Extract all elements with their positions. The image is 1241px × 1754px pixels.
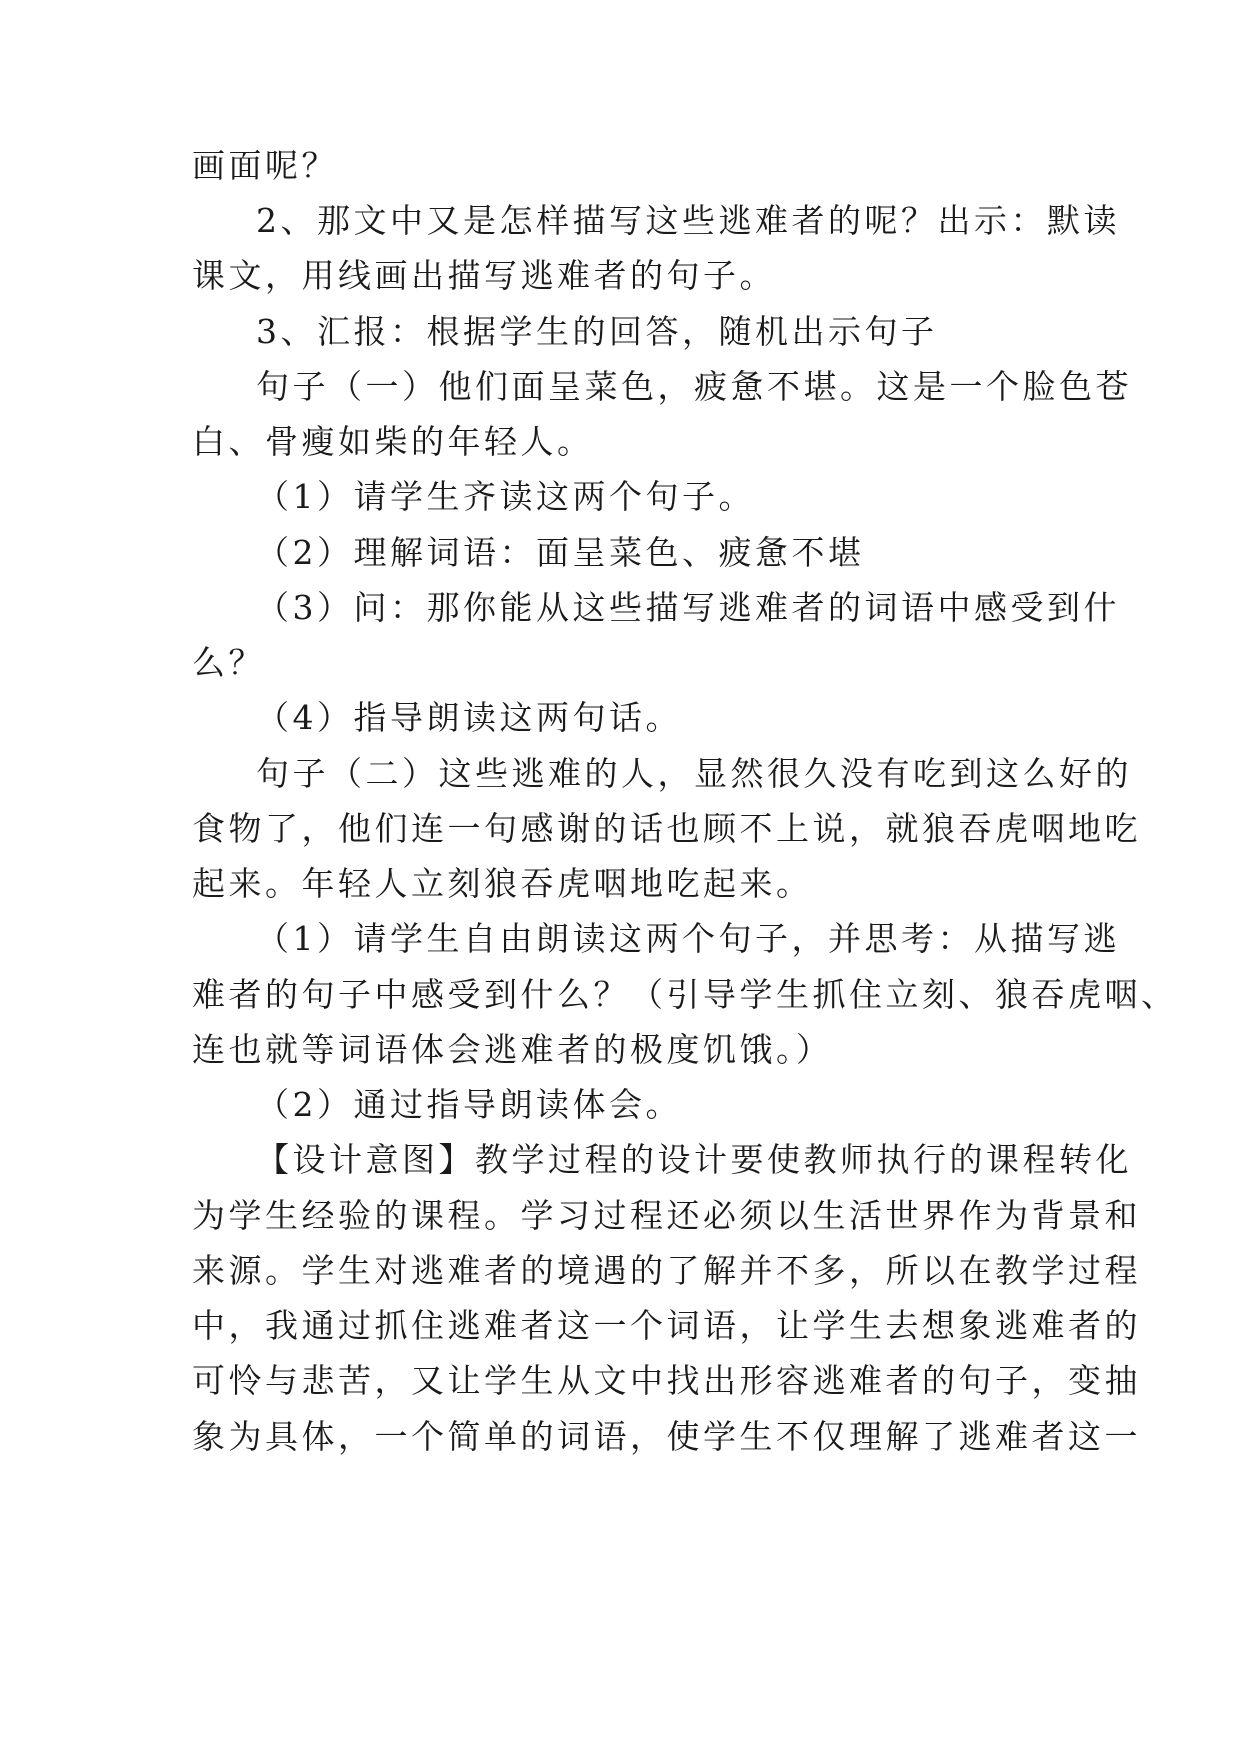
- text-line: 象为具体，一个简单的词语，使学生不仅理解了逃难者这一: [192, 1417, 1141, 1456]
- text-line: 食物了，他们连一句感谢的话也顾不上说，就狼吞虎咽地吃: [192, 809, 1141, 848]
- text-line: 为学生经验的课程。学习过程还必须以生活世界作为背景和: [192, 1196, 1141, 1235]
- text-line: （1）请学生自由朗读这两个句子，并思考：从描写逃: [256, 919, 1120, 958]
- text-line: （4）指导朗读这两句话。: [256, 698, 682, 737]
- text-line: 连也就等词语体会逃难者的极度饥饿。）: [192, 1030, 833, 1069]
- text-line: 么？: [192, 643, 265, 682]
- text-line: 2、那文中又是怎样描写这些逃难者的呢？出示：默读: [256, 201, 1120, 240]
- text-line: 可怜与悲苦，又让学生从文中找出形容逃难者的句子，变抽: [192, 1361, 1141, 1400]
- text-line: 来源。学生对逃难者的境遇的了解并不多，所以在教学过程: [192, 1251, 1141, 1290]
- text-line: 白、骨瘦如柴的年轻人。: [192, 422, 594, 461]
- text-line: 课文，用线画出描写逃难者的句子。: [192, 256, 776, 295]
- text-line: 难者的句子中感受到什么？（引导学生抓住立刻、狼吞虎咽、: [192, 975, 1178, 1014]
- text-line: 画面呢？: [192, 146, 338, 185]
- text-line: 【设计意图】教学过程的设计要使教师执行的课程转化: [256, 1140, 1132, 1179]
- text-line: （2）理解词语：面呈菜色、疲惫不堪: [256, 533, 865, 572]
- text-line: （3）问：那你能从这些描写逃难者的词语中感受到什: [256, 588, 1120, 627]
- text-line: 中，我通过抓住逃难者这一个词语，让学生去想象逃难者的: [192, 1306, 1141, 1345]
- text-line: 句子（一）他们面呈菜色，疲惫不堪。这是一个脸色苍: [256, 367, 1132, 406]
- text-line: （2）通过指导朗读体会。: [256, 1085, 682, 1124]
- text-line: （1）请学生齐读这两个句子。: [256, 477, 755, 516]
- text-line: 3、汇报：根据学生的回答，随机出示句子: [256, 312, 938, 351]
- text-line: 起来。年轻人立刻狼吞虎咽地吃起来。: [192, 864, 813, 903]
- text-line: 句子（二）这些逃难的人，显然很久没有吃到这么好的: [256, 754, 1132, 793]
